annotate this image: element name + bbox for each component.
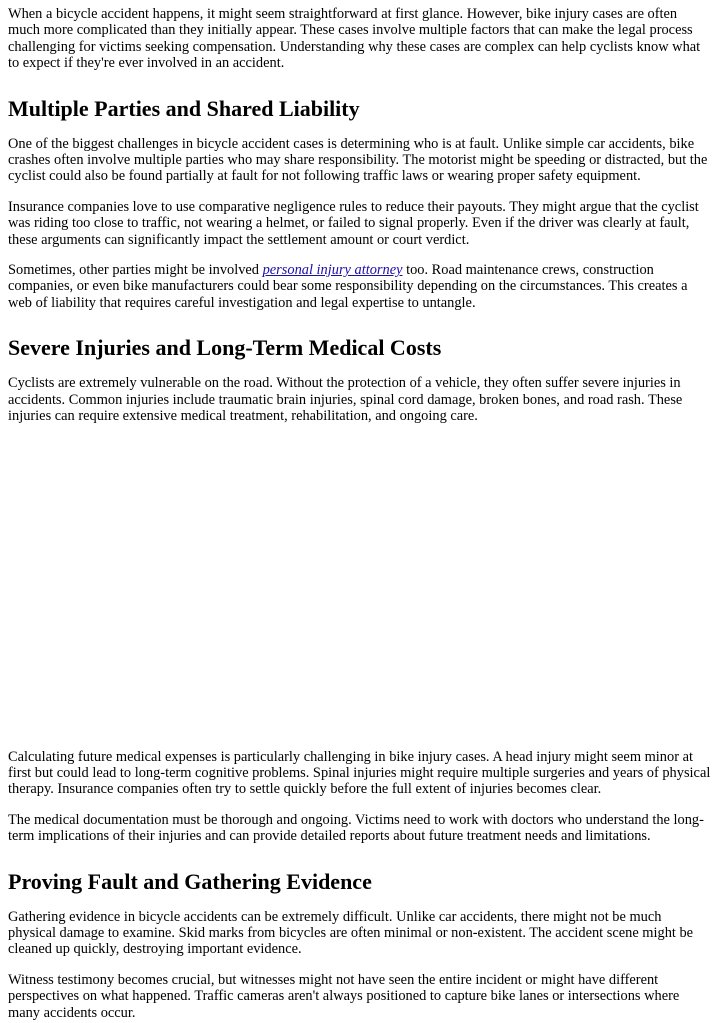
liability-paragraph-3-end: too. Road maintenance crews, construction companies, or even bike manufacturers could bear some responsibility depending on the circumstances. This creates a web of liability that requires careful investigation and legal expertise to untangle. bbox=[8, 262, 688, 311]
section-heading-liability: Multiple Parties and Shared Liability bbox=[8, 95, 360, 121]
liability-paragraph-3 bbox=[8, 262, 712, 311]
intro-paragraph: When a bicycle accident happens, it might seem straightforward at first glance. However, bike injury cases are often much more complicated than they initially appear. These cases involve multiple factors that can make the legal process challenging for victims seeking compensation. Understanding why these cases are complex can help cyclists know what to expect if they're ever involved in an accident. bbox=[8, 6, 701, 72]
evidence-paragraph-1: Gathering evidence in bicycle accidents can be extremely difficult. Unlike car accidents, there might not be much physical damage to examine. Skid marks from bicycles are often minimal or non-existent. The accident scene might be cleaned up quickly, destroying important evidence. bbox=[8, 908, 694, 958]
section-heading-evidence: Proving Fault and Gathering Evidence bbox=[8, 868, 372, 894]
blank-media-area bbox=[8, 439, 712, 749]
liability-paragraph-1: One of the biggest challenges in bicycle accident cases is determining who is at fault. Unlike simple car accidents, bike crashes often involve multiple parties who may share responsibility. The motorist might be speeding or distracted, but the cyclist could also be found partially at fault for not following traffic laws or wearing proper safety equipment. bbox=[8, 135, 708, 185]
injuries-paragraph-2: Calculating future medical expenses is particularly challenging in bike injury cases. A head injury might seem minor at first but could lead to long-term cognitive problems. Spinal injuries might require multiple surgeries and years of physical therapy. Insurance companies often try to settle quickly before the full extent of injuries becomes clear. bbox=[8, 748, 711, 798]
injuries-paragraph-3: The medical documentation must be thorough and ongoing. Victims need to work with doctors who understand the long-term implications of their injuries and can provide detailed reports about future treatment needs and limitations. bbox=[8, 811, 704, 845]
injuries-paragraph-1: Cyclists are extremely vulnerable on the road. Without the protection of a vehicle, they often suffer severe injuries in accidents. Common injuries include traumatic brain injuries, spinal cord damage, broken bones, and road rash. These injuries can require extensive medical treatment, rehabilitation, and ongoing care. bbox=[8, 375, 683, 425]
section-heading-injuries: Severe Injuries and Long-Term Medical Costs bbox=[8, 335, 442, 361]
personal-injury-attorney-link[interactable]: personal injury attorney bbox=[262, 262, 403, 279]
liability-paragraph-3-start: Sometimes, other parties might be involved bbox=[8, 262, 263, 279]
article bbox=[0, 6, 720, 1021]
evidence-paragraph-2: Witness testimony becomes crucial, but witnesses might not have seen the entire incident or might have different perspectives on what happened. Traffic cameras aren't always positioned to capture bike lanes or intersections where many accidents occur. bbox=[8, 971, 680, 1021]
liability-paragraph-2: Insurance companies love to use comparative negligence rules to reduce their payouts. They might argue that the cyclist was riding too close to traffic, not wearing a helmet, or failed to signal properly. Even if the driver was clearly at fault, these arguments can significantly impact the settlement amount or court verdict. bbox=[8, 198, 699, 248]
